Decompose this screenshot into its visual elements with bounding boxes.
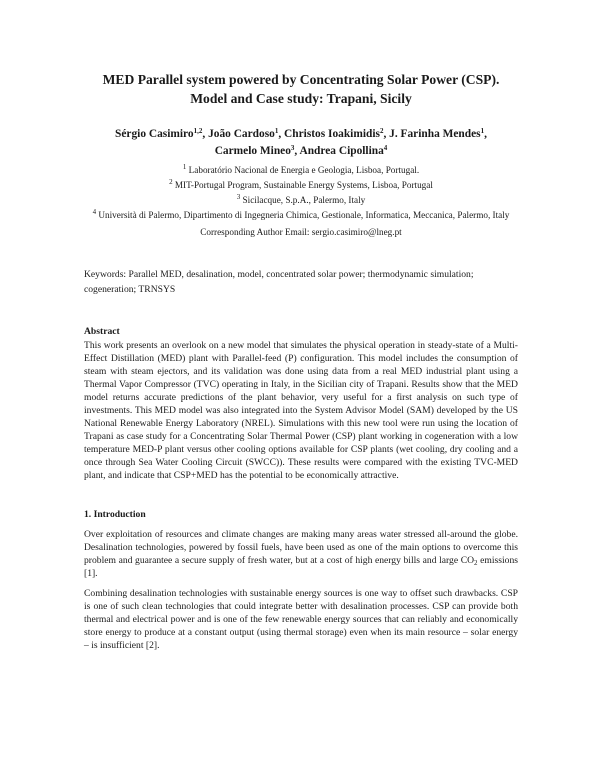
author-affiliation-mark: 4 bbox=[383, 144, 388, 152]
author-name: Carmelo Mineo bbox=[214, 145, 291, 157]
introduction-paragraph-2: Combining desalination technologies with sustainable energy sources is one way to offset such drawbacks. CSP is one of such clean technologies that could integrate better with desalination processes. CSP can provide both thermal and electrical power and is one of the few renewable energy sources that can reliably and economically store energy to produce at a constant output (using thermal storage) even when its main resource – solar energy – is insufficient [2]. bbox=[84, 588, 518, 651]
affiliation: $^4$ Università di Palermo, Dipartimento di Ingegneria Chimica, Gestionale, Informatica, Meccanica, Palermo, Italy bbox=[92, 208, 510, 220]
affiliation: $^3$ Sicilacque, S.p.A., Palermo, Italy bbox=[236, 193, 366, 205]
title-line-2: Model and Case study: Trapani, Sicily bbox=[190, 91, 412, 106]
keywords: Keywords: Parallel MED, desalination, model, concentrated solar power; thermodynamic simulation; cogeneration; TRNSYS bbox=[84, 269, 474, 295]
abstract-heading: Abstract bbox=[84, 326, 120, 337]
paper-title bbox=[84, 0, 518, 108]
author-affiliation-mark: 2 bbox=[379, 127, 384, 135]
author-name: João Cardoso bbox=[208, 128, 275, 140]
corresponding-author-email: Corresponding Author Email: sergio.casimiro@lneg.pt bbox=[200, 227, 402, 237]
affiliation: $^2$ MIT-Portugal Program, Sustainable Energy Systems, Lisboa, Portugal bbox=[169, 178, 433, 190]
author-affiliation-mark: 1 bbox=[480, 127, 485, 135]
author-name: Sérgio Casimiro bbox=[115, 128, 194, 140]
affiliation-list bbox=[84, 163, 518, 223]
author-affiliation-mark: 3 bbox=[290, 144, 295, 152]
author-list: Sérgio Casimiro$^{1,2}$, João Cardoso$^1$, Christos Ioakimidis$^2$, J. Farinha Mendes$^1$, Carmelo Mineo$^3$, Andrea Cipollina$^4$ bbox=[115, 127, 487, 157]
abstract-text: This work presents an overlook on a new model that simulates the physical operation in steady-state of a Multi-Effect Distillation (MED) plant with Parallel-feed (P) configuration. This model includes the consumption of steam with steam ejectors, and its validation was done using data from a real MED industrial plant using a Thermal Vapor Compressor (TVC) operating in Italy, in the Sicilian city of Trapani. Results show that the MED model returns accurate predictions of the plant behavior, very useful for a first analysis on such type of investments. This MED model was also integrated into the System Advisor Model (SAM) developed by the US National Renewable Energy Laboratory (NREL). Simulations with this new tool were run using the location of Trapani as case study for a Concentrating Solar Thermal Power (CSP) plant working in cogeneration with a low temperature MED-P plant versus other cooling options available for CSP plants (wet cooling, dry cooling and a once through Sea Water Cooling Circuit (SWCC)). These results were compared with the existing TVC-MED plant, and indicate that CSP+MED has the potential to be economically attractive. bbox=[84, 340, 518, 481]
author-affiliation-mark: 1 bbox=[274, 127, 279, 135]
section-heading-introduction: 1. Introduction bbox=[84, 509, 146, 520]
author-affiliation-mark: 1,2 bbox=[193, 127, 203, 135]
author-name: Christos Ioakimidis bbox=[284, 128, 380, 140]
introduction-body bbox=[84, 528, 518, 652]
author-name: J. Farinha Mendes bbox=[389, 128, 481, 140]
introduction-paragraph-1: Over exploitation of resources and climate changes are making many areas water stressed all-around the globe. Desalination technologies, powered by fossil fuels, have been used as one of the main options to overcome this problem and guarantee a secure supply of fresh water, but at a cost of high energy bills and large $CO_2$ emissions [1]. bbox=[84, 529, 518, 579]
affiliation: $^1$ Laboratório Nacional de Energia e Geologia, Lisboa, Portugal. bbox=[182, 163, 420, 175]
author-name: Andrea Cipollina bbox=[299, 145, 384, 157]
title-line-1: MED Parallel system powered by Concentrating Solar Power (CSP). bbox=[102, 72, 500, 87]
